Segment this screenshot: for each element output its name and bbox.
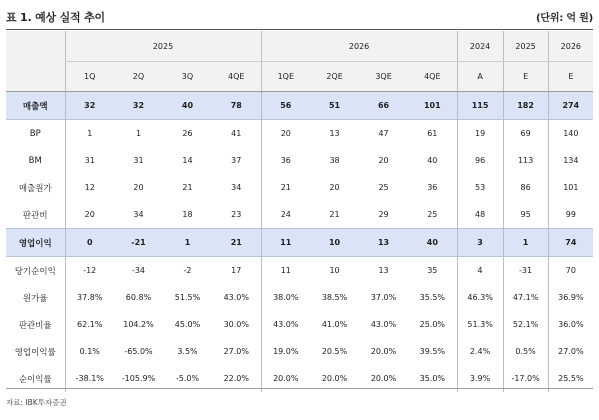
table-cell: 31 — [133, 156, 144, 165]
unit-label: (단위: 억 원) — [536, 13, 593, 24]
table-cell: 11 — [261, 257, 310, 285]
table-cell: 19.0% — [261, 338, 310, 365]
year-header-2026-quarters: 2026 — [261, 31, 457, 62]
table-cell: 21 — [261, 174, 310, 201]
table-cell: 22.0% — [223, 374, 249, 383]
table-cell: 96 — [457, 147, 503, 174]
table-cell: 32 — [114, 92, 163, 120]
year-header-2025-quarters: 2025 — [65, 31, 261, 62]
period-header: 3Q — [163, 62, 212, 92]
period-header: 4QE — [408, 62, 457, 92]
table-cell: 140 — [548, 120, 593, 148]
table-cell: 47.1% — [503, 284, 548, 311]
table-row — [6, 311, 593, 338]
table-cell: 182 — [503, 92, 548, 120]
table-cell: 10 — [329, 266, 340, 275]
table-cell: 62.1% — [65, 311, 114, 338]
table-cell: 37 — [231, 156, 242, 165]
table-cell: -21 — [114, 229, 163, 257]
row-label: BP — [29, 128, 41, 139]
table-cell: 1 — [503, 229, 548, 257]
table-cell: 53 — [457, 174, 503, 201]
table-cell: -17.0% — [503, 365, 548, 392]
table-cell: -31 — [503, 257, 548, 285]
table-cell: 27.0% — [548, 338, 593, 365]
table-cell: 70 — [548, 257, 593, 285]
table-cell: -12 — [65, 257, 114, 285]
table-cell: 134 — [548, 147, 593, 174]
table-cell: 37.0% — [370, 293, 397, 302]
table-cell: 60.8% — [125, 293, 152, 302]
header-row-years — [6, 31, 593, 62]
table-cell: 1 — [135, 129, 142, 138]
row-label: 영업이익 — [6, 229, 65, 257]
table-cell: 35 — [427, 266, 438, 275]
table-cell: -2 — [183, 266, 192, 275]
table-cell: 36 — [427, 183, 438, 192]
table-cell: 0 — [65, 229, 114, 257]
row-label: 당기순이익 — [14, 266, 56, 277]
table-cell: 41 — [231, 129, 242, 138]
row-label: 판관비 — [22, 210, 48, 221]
table-cell: 32 — [65, 92, 114, 120]
table-cell: 12 — [65, 174, 114, 201]
table-cell: 25.0% — [419, 320, 446, 329]
table-row — [6, 120, 593, 148]
period-header: A — [457, 62, 503, 92]
table-cell: 38.5% — [321, 293, 348, 302]
year-header-2026: 2026 — [548, 31, 593, 62]
table-cell: 51 — [310, 92, 359, 120]
table-cell: 74 — [548, 229, 593, 257]
table-cell: 51.5% — [174, 293, 201, 302]
table-cell: 95 — [503, 201, 548, 229]
table-cell: 41.0% — [321, 320, 348, 329]
year-header-2024: 2024 — [457, 31, 503, 62]
row-label: 영업이익률 — [14, 347, 56, 358]
table-cell: 3 — [457, 229, 503, 257]
table-cell: 113 — [503, 147, 548, 174]
table-cell: 20.0% — [370, 347, 397, 356]
table-cell: 69 — [503, 120, 548, 148]
table-title: 표 1. 예상 실적 추이 — [6, 11, 105, 24]
table-bottom-rule — [6, 388, 593, 389]
table-cell: 36.9% — [548, 284, 593, 311]
table-cell: 34 — [231, 183, 242, 192]
table-cell: 31 — [65, 147, 114, 174]
table-row — [6, 338, 593, 365]
table-cell: 21 — [329, 210, 340, 219]
table-cell: -38.1% — [65, 365, 114, 392]
table-cell: 25.5% — [548, 365, 593, 392]
table-cell: 13 — [329, 129, 340, 138]
table-cell: -5.0% — [175, 374, 200, 383]
table-cell: 13 — [378, 266, 389, 275]
table-cell: 43.0% — [261, 311, 310, 338]
table-cell: 61 — [427, 129, 438, 138]
table-row — [6, 147, 593, 174]
period-header: 3QE — [359, 62, 408, 92]
table-cell: 1 — [163, 229, 212, 257]
table-cell: 4 — [457, 257, 503, 285]
table-cell: 23 — [231, 210, 242, 219]
table-row — [6, 174, 593, 201]
period-header: 1QE — [261, 62, 310, 92]
table-cell: 25 — [378, 183, 389, 192]
table-cell: 29 — [378, 210, 389, 219]
table-cell: -65.0% — [124, 347, 153, 356]
table-row — [6, 229, 593, 257]
period-header: 4QE — [212, 62, 261, 92]
table-cell: 78 — [212, 92, 261, 120]
table-cell: 26 — [182, 129, 193, 138]
table-cell: 46.3% — [457, 284, 503, 311]
header-row-periods — [6, 62, 593, 92]
table-cell: 35.0% — [419, 374, 446, 383]
table-cell: 20.0% — [261, 365, 310, 392]
table-cell: 86 — [503, 174, 548, 201]
table-body — [6, 92, 593, 393]
table-cell: 19 — [457, 120, 503, 148]
table-cell: 56 — [261, 92, 310, 120]
table-cell: 43.0% — [223, 293, 249, 302]
table-top-rule — [6, 29, 593, 30]
table-cell: 3.5% — [177, 347, 198, 356]
table-cell: 20 — [378, 156, 389, 165]
table-cell: 2.4% — [457, 338, 503, 365]
table-cell: 274 — [548, 92, 593, 120]
table-cell: 20 — [133, 183, 144, 192]
table-cell: 20.5% — [321, 347, 348, 356]
table-cell: 37.8% — [65, 284, 114, 311]
period-header: 1Q — [65, 62, 114, 92]
table-cell: 20.0% — [370, 374, 397, 383]
table-cell: 38 — [329, 156, 340, 165]
row-label: 순이익률 — [18, 374, 52, 385]
earnings-forecast-table — [6, 31, 593, 392]
table-row — [6, 284, 593, 311]
table-cell: 30.0% — [223, 320, 249, 329]
table-row — [6, 201, 593, 229]
period-header: E — [548, 62, 593, 92]
table-cell: 11 — [261, 229, 310, 257]
table-row — [6, 257, 593, 285]
table-cell: 27.0% — [223, 347, 249, 356]
table-cell: 48 — [457, 201, 503, 229]
table-cell: 18 — [182, 210, 193, 219]
table-cell: 0.1% — [65, 338, 114, 365]
table-cell: 38.0% — [261, 284, 310, 311]
table-cell: 13 — [359, 229, 408, 257]
period-header: 2Q — [114, 62, 163, 92]
table-cell: 0.5% — [503, 338, 548, 365]
row-label: 원가율 — [22, 293, 48, 304]
table-cell: 115 — [457, 92, 503, 120]
table-cell: -34 — [131, 266, 146, 275]
table-cell: 40 — [163, 92, 212, 120]
table-cell: 43.0% — [370, 320, 397, 329]
row-label: 판관비율 — [18, 320, 52, 331]
period-header: E — [503, 62, 548, 92]
table-cell: 36 — [261, 147, 310, 174]
table-cell: -105.9% — [121, 374, 156, 383]
table-cell: 47 — [378, 129, 389, 138]
table-cell: 21 — [212, 229, 261, 257]
year-header-2025: 2025 — [503, 31, 548, 62]
table-cell: 104.2% — [123, 320, 154, 329]
table-cell: 10 — [310, 229, 359, 257]
period-header: 2QE — [310, 62, 359, 92]
table-cell: 35.5% — [419, 293, 446, 302]
table-cell: 34 — [133, 210, 144, 219]
row-label: 매출액 — [6, 92, 65, 120]
header-label-cell — [6, 62, 65, 92]
table-cell: 99 — [548, 201, 593, 229]
table-cell: 20.0% — [321, 374, 348, 383]
table-cell: 40 — [427, 156, 438, 165]
table-cell: 14 — [182, 156, 193, 165]
table-cell: 66 — [359, 92, 408, 120]
header-corner-cell — [6, 31, 65, 62]
table-cell: 25 — [427, 210, 438, 219]
table-cell: 52.1% — [503, 311, 548, 338]
table-cell: 101 — [548, 174, 593, 201]
row-label: BM — [28, 155, 42, 166]
table-cell: 3.9% — [457, 365, 503, 392]
table-cell: 40 — [408, 229, 457, 257]
table-cell: 17 — [231, 266, 242, 275]
table-cell: 21 — [182, 183, 193, 192]
table-cell: 39.5% — [419, 347, 446, 356]
row-label: 매출원가 — [18, 183, 52, 194]
table-cell: 51.3% — [457, 311, 503, 338]
table-row — [6, 92, 593, 120]
table-cell: 1 — [65, 120, 114, 148]
source-note: 자료: IBK투자증권 — [6, 398, 67, 407]
table-cell: 24 — [261, 201, 310, 229]
table-cell: 20 — [261, 120, 310, 148]
table-cell: 36.0% — [548, 311, 593, 338]
table-cell: 45.0% — [174, 320, 201, 329]
table-cell: 20 — [65, 201, 114, 229]
table-cell: 101 — [408, 92, 457, 120]
table-cell: 20 — [329, 183, 340, 192]
